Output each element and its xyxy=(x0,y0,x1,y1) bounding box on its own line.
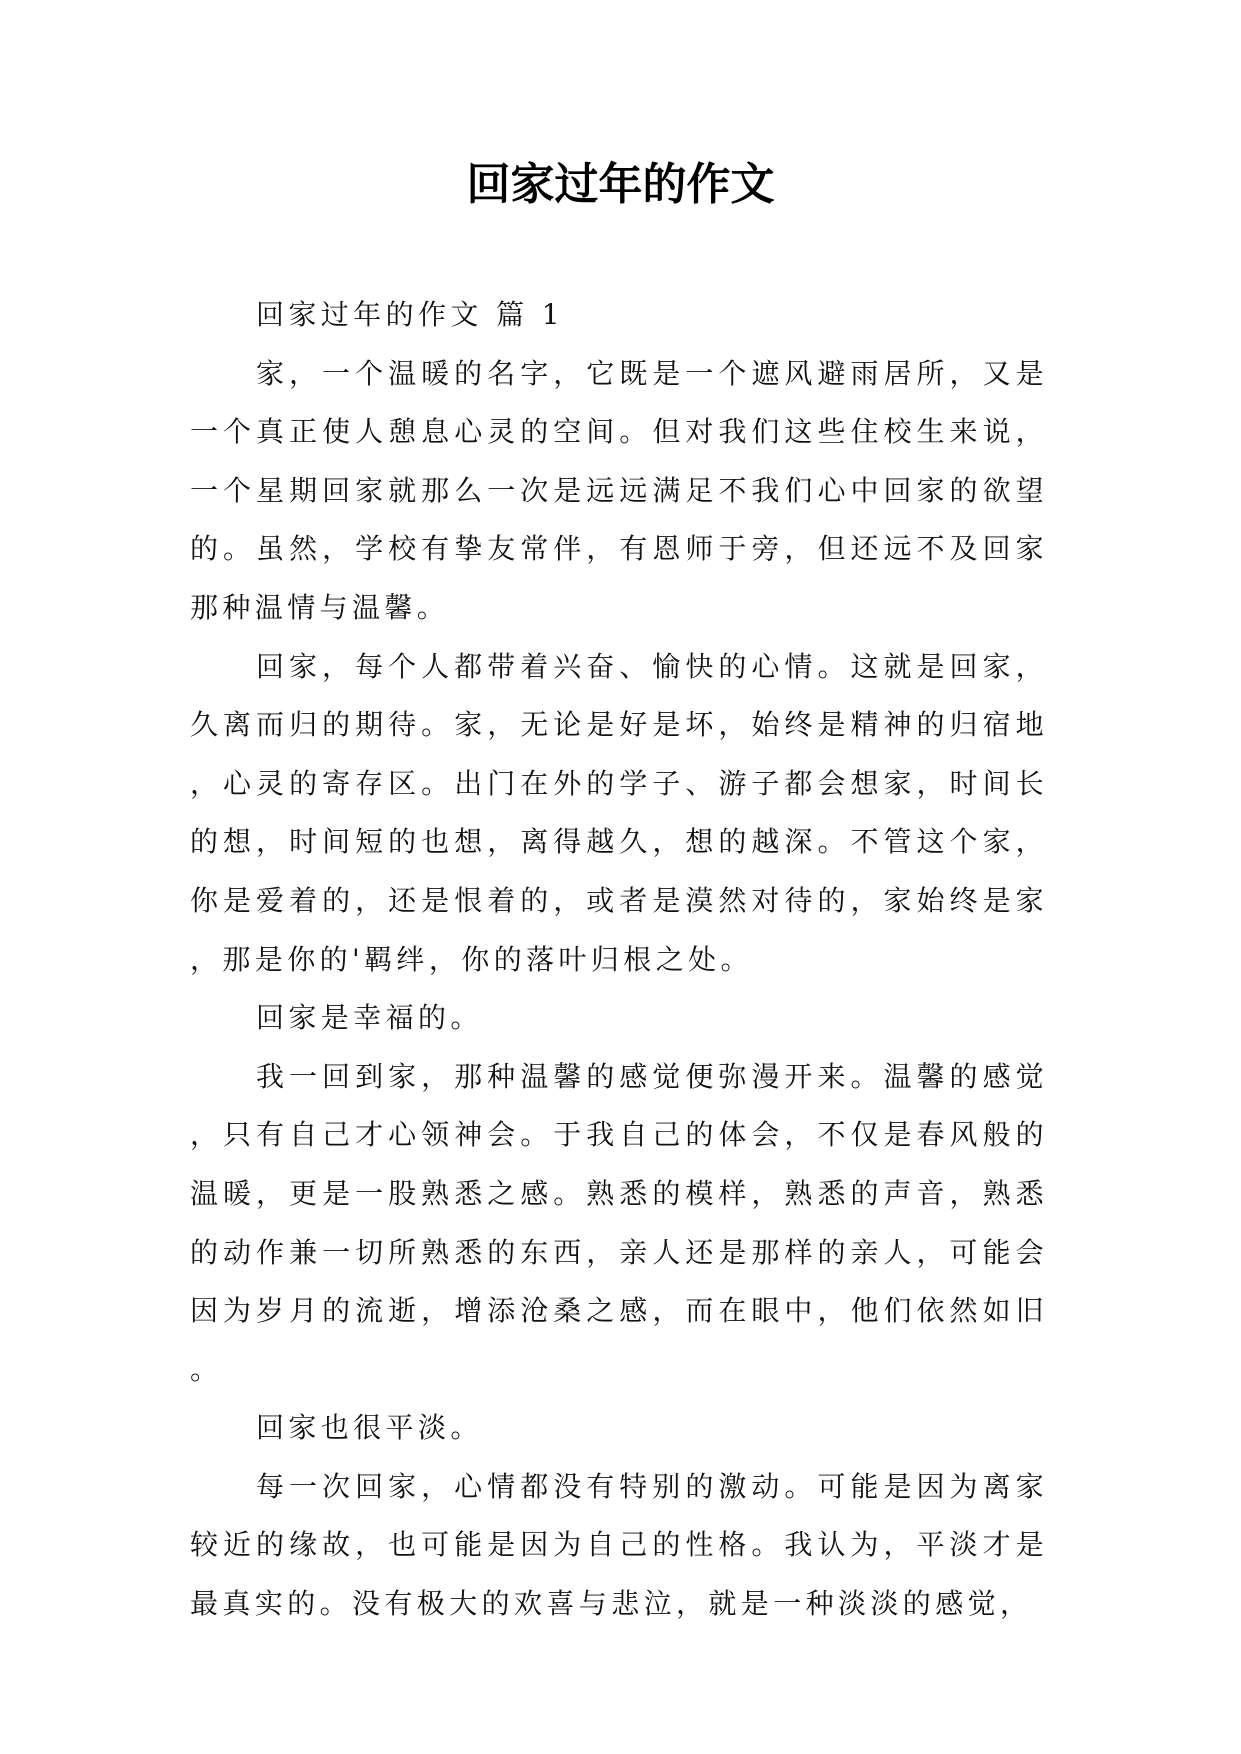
paragraph: 回家，每个人都带着兴奋、愉快的心情。这就是回家，久离而归的期待。家，无论是好是坏，始终是精神的归宿地，心灵的寄存区。出门在外的学子、游子都会想家，时间长的想，时间短的也想，离得越久，想的越深。不管这个家，你是爱着的，还是恨着的，或者是漠然对待的，家始终是家，那是你的'羁绊，你的落叶归根之处。 xyxy=(190,649,1048,976)
paragraph: 每一次回家，心情都没有特别的激动。可能是因为离家较近的缘故，也可能是因为自己的性格。我认为，平淡才是最真实的。没有极大的欢喜与悲泣，就是一种淡淡的感觉， xyxy=(190,1469,1048,1621)
document-title: 回家过年的作文 xyxy=(466,159,775,210)
paragraph: 家，一个温暖的名字，它既是一个遮风避雨居所，又是一个真正使人憩息心灵的空间。但对我们这些住校生来说，一个星期回家就那么一次是远远满足不我们心中回家的欲望的。虽然，学校有挚友常伴，有恩师于旁，但还远不及回家那种温情与温馨。 xyxy=(190,356,1048,624)
paragraph: 我一回到家，那种温馨的感觉便弥漫开来。温馨的感觉，只有自己才心领神会。于我自己的体会，不仅是春风般的温暖，更是一股熟悉之感。熟悉的模样，熟悉的声音，熟悉的动作兼一切所熟悉的东西，亲人还是那样的亲人，可能会因为岁月的流逝，增添沧桑之感，而在眼中，他们依然如旧。 xyxy=(190,1059,1048,1386)
document-body xyxy=(190,286,1048,1634)
paragraph: 回家是幸福的。 xyxy=(256,1001,483,1035)
section-heading: 回家过年的作文 篇 1 xyxy=(256,298,565,331)
paragraph: 回家也很平淡。 xyxy=(256,1411,483,1445)
